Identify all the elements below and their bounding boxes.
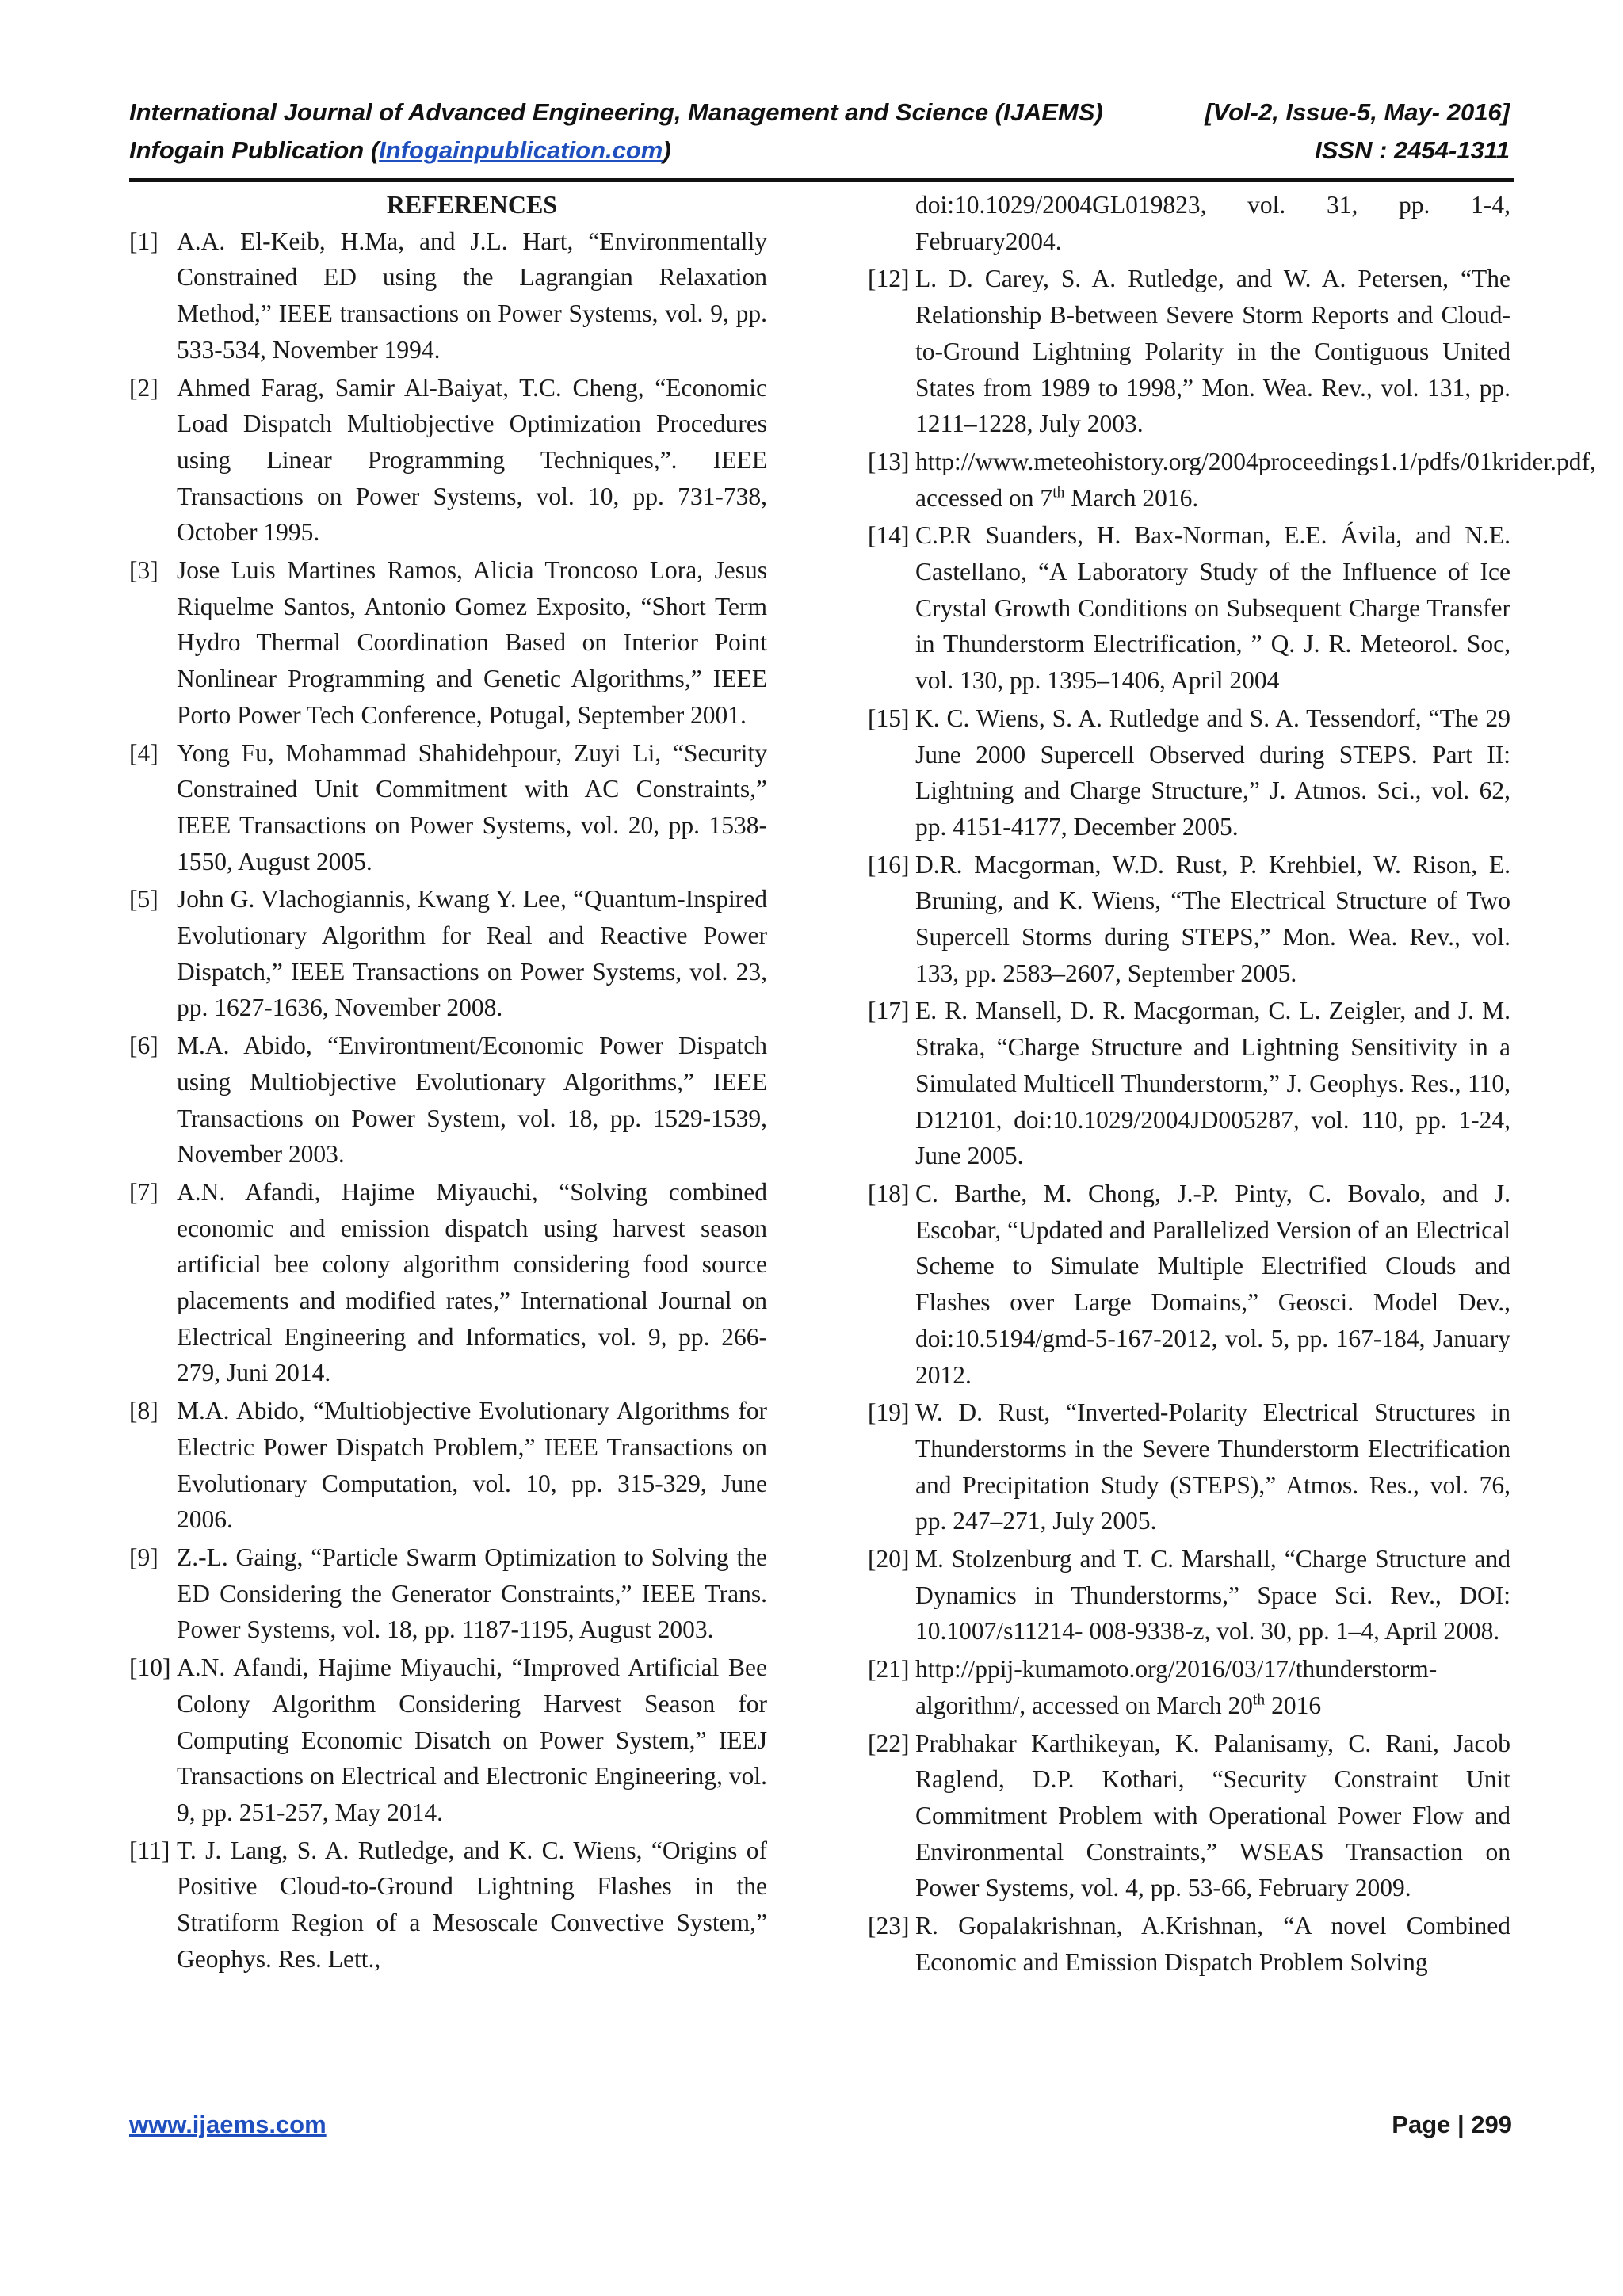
reference-item xyxy=(129,1650,767,1831)
journal-title: International Journal of Advanced Engineering, Management and Science (IJAEMS) xyxy=(129,98,1103,126)
reference-text: M.A. Abido, “Multiobjective Evolutionary Algorithms for Electric Power Dispatch Problem,” IEEE Transactions on Evolutionary Computation, vol. 10, pp. 315-329, June 2006. xyxy=(177,1397,767,1534)
references-column-left xyxy=(129,187,767,2112)
reference-text-part: http://ppij-kumamoto.org/2016/03/17/thunderstorm-algorithm/, accessed on March 20 xyxy=(915,1655,1438,1719)
reference-text: A.N. Afandi, Hajime Miyauchi, “Solving combined economic and emission dispatch using harvest season artificial bee colony algorithm considering food source placements and modified rates,” International Journal on Electrical Engineering and Informatics, vol. 9, pp. 266-279, Juni 2014. xyxy=(177,1177,767,1387)
reference-item xyxy=(868,1726,1510,1907)
reference-number: [18] xyxy=(868,1179,910,1207)
reference-number: [21] xyxy=(868,1655,910,1684)
page-header xyxy=(129,93,1510,170)
reference-item xyxy=(129,552,767,734)
reference-number: [8] xyxy=(129,1397,158,1425)
reference-number: [20] xyxy=(868,1545,910,1573)
reference-number: [22] xyxy=(868,1729,910,1757)
reference-number: [13] xyxy=(868,447,910,475)
section-title: REFERENCES xyxy=(386,190,558,219)
reference-continuation: doi:10.1029/2004GL019823, vol. 31, pp. 1-4, February2004. xyxy=(915,191,1510,255)
reference-number: [4] xyxy=(129,738,158,767)
reference-number: [9] xyxy=(129,1543,158,1571)
issue-info: [Vol-2, Issue-5, May- 2016] xyxy=(1205,98,1510,126)
reference-item xyxy=(868,1541,1510,1650)
reference-text-part: http://www.meteohistory.org/2004proceedings1.1/pdfs/01krider.pdf, accessed on 7 xyxy=(915,447,1596,512)
reference-item xyxy=(868,1176,1510,1393)
reference-number: [10] xyxy=(129,1653,171,1682)
reference-number: [15] xyxy=(868,704,910,732)
reference-text: R. Gopalakrishnan, A.Krishnan, “A novel Combined Economic and Emission Dispatch Problem Solving xyxy=(915,1912,1510,1976)
reference-item xyxy=(868,1908,1510,1980)
reference-item xyxy=(868,444,1596,516)
publisher-link[interactable]: Infogainpublication.com xyxy=(379,136,663,164)
references-column-right xyxy=(868,187,1596,2112)
reference-text: C. Barthe, M. Chong, J.-P. Pinty, C. Bovalo, and J. Escobar, “Updated and Parallelized Version of an Electrical Scheme to Simulate Multiple Electrified Clouds and Flashes over Large Domains,” Geosci. Model Dev., doi:10.5194/gmd-5-167-2012, vol. 5, pp. 167-184, January 2012. xyxy=(915,1179,1510,1389)
reference-text xyxy=(915,444,1596,516)
reference-number: [5] xyxy=(129,885,158,913)
reference-text: Prabhakar Karthikeyan, K. Palanisamy, C. Rani, Jacob Raglend, D.P. Kothari, “Security Constraint Unit Commitment Problem with Operational Power Flow and Environmental Constraints,” WSEAS Transaction on Power Systems, vol. 4, pp. 53-66, February 2009. xyxy=(915,1729,1510,1902)
reference-item xyxy=(129,735,767,880)
reference-text: T. J. Lang, S. A. Rutledge, and K. C. Wiens, “Origins of Positive Cloud-to-Ground Lightning Flashes in the Stratiform Region of a Mesoscale Convective System,” Geophys. Res. Lett., xyxy=(177,1836,767,1973)
publisher-prefix: Infogain Publication ( xyxy=(129,136,380,164)
reference-text: Yong Fu, Mohammad Shahidehpour, Zuyi Li, “Security Constrained Unit Commitment with AC Constraints,” IEEE Transactions on Power Systems, vol. 20, pp. 1538-1550, August 2005. xyxy=(177,738,767,875)
reference-item xyxy=(129,881,767,1026)
reference-item xyxy=(868,700,1510,845)
reference-number: [3] xyxy=(129,556,158,585)
issn: ISSN : 2454-1311 xyxy=(1315,136,1510,164)
page-number: Page | 299 xyxy=(1392,2111,1512,2138)
reference-item xyxy=(129,1393,767,1538)
reference-text: Ahmed Farag, Samir Al-Baiyat, T.C. Cheng, “Economic Load Dispatch Multiobjective Optimization Procedures using Linear Programming Techniques,”. IEEE Transactions on Power Systems, vol. 10, pp. 731-738, October 1995. xyxy=(177,373,767,547)
reference-text: L. D. Carey, S. A. Rutledge, and W. A. Petersen, “The Relationship B-between Severe Storm Reports and Cloud-to-Ground Lightning Polarity in the Contiguous United States from 1989 to 1998,” Mon. Wea. Rev., vol. 131, pp. 1211–1228, July 2003. xyxy=(915,265,1510,438)
reference-text-part: 2016 xyxy=(1265,1691,1322,1719)
reference-number: [12] xyxy=(868,265,910,293)
reference-text: K. C. Wiens, S. A. Rutledge and S. A. Tessendorf, “The 29 June 2000 Supercell Observed during STEPS. Part II: Lightning and Charge Structure,” J. Atmos. Sci., vol. 62, pp. 4151-4177, December 2005. xyxy=(915,704,1510,841)
reference-text: C.P.R Suanders, H. Bax-Norman, E.E. Ávila, and N.E. Castellano, “A Laboratory Study of the Influence of Ice Crystal Growth Conditions on Subsequent Charge Transfer in Thunderstorm Electrification, ” Q. J. R. Meteorol. Soc, vol. 130, pp. 1395–1406, April 2004 xyxy=(915,521,1510,695)
reference-item xyxy=(868,1651,1510,1723)
reference-item xyxy=(868,847,1510,992)
superscript: th xyxy=(1052,484,1065,502)
reference-text: Z.-L. Gaing, “Particle Swarm Optimization to Solving the ED Considering the Generator Constraints,” IEEE Trans. Power Systems, vol. 18, pp. 1187-1195, August 2003. xyxy=(177,1543,767,1644)
publisher-suffix: ) xyxy=(663,136,671,164)
reference-item xyxy=(868,261,1510,442)
reference-text: A.A. El-Keib, H.Ma, and J.L. Hart, “Environmentally Constrained ED using the Lagrangian Relaxation Method,” IEEE transactions on Power Systems, vol. 9, pp. 533-534, November 1994. xyxy=(177,227,767,364)
reference-number: [19] xyxy=(868,1398,910,1427)
reference-number: [1] xyxy=(129,227,158,255)
reference-text-part: March 2016. xyxy=(1064,483,1199,512)
reference-number: [17] xyxy=(868,997,910,1025)
reference-text: M.A. Abido, “Environtment/Economic Power Dispatch using Multiobjective Evolutionary Algorithms,” IEEE Transactions on Power System, vol. 18, pp. 1529-1539, November 2003. xyxy=(177,1032,767,1169)
reference-number: [6] xyxy=(129,1032,158,1060)
reference-item xyxy=(868,517,1510,699)
reference-text: M. Stolzenburg and T. C. Marshall, “Charge Structure and Dynamics in Thunderstorms,” Space Sci. Rev., DOI: 10.1007/s11214- 008-9338-z, vol. 30, pp. 1–4, April 2008. xyxy=(915,1545,1510,1646)
reference-number: [16] xyxy=(868,850,910,879)
reference-text: D.R. Macgorman, W.D. Rust, P. Krehbiel, W. Rison, E. Bruning, and K. Wiens, “The Electrical Structure of Two Supercell Storms during STEPS,” Mon. Wea. Rev., vol. 133, pp. 2583–2607, September 2005. xyxy=(915,850,1510,987)
reference-number: [23] xyxy=(868,1912,910,1940)
reference-text: A.N. Afandi, Hajime Miyauchi, “Improved Artificial Bee Colony Algorithm Considering Harvest Season for Computing Economic Disatch on Power System,” IEEJ Transactions on Electrical and Electronic Engineering, vol. 9, pp. 251-257, May 2014. xyxy=(177,1653,767,1826)
reference-item xyxy=(129,223,767,368)
header-row-publisher xyxy=(129,132,1510,170)
reference-item xyxy=(129,1174,767,1391)
reference-text: John G. Vlachogiannis, Kwang Y. Lee, “Quantum-Inspired Evolutionary Algorithm for Real and Reactive Power Dispatch,” IEEE Transactions on Power Systems, vol. 23, pp. 1627-1636, November 2008. xyxy=(177,885,767,1022)
reference-number: [14] xyxy=(868,521,910,550)
reference-number: [2] xyxy=(129,373,158,402)
reference-text: W. D. Rust, “Inverted-Polarity Electrical Structures in Thunderstorms in the Severe Thunderstorm Electrification and Precipitation Study (STEPS),” Atmos. Res., vol. 76, pp. 247–271, July 2005. xyxy=(915,1398,1510,1535)
reference-text: E. R. Mansell, D. R. Macgorman, C. L. Zeigler, and J. M. Straka, “Charge Structure and Lightning Sensitivity in a Simulated Multicell Thunderstorm,” J. Geophys. Res., 110, D12101, doi:10.1029/2004JD005287, vol. 110, pp. 1-24, June 2005. xyxy=(915,997,1510,1170)
footer-url[interactable]: www.ijaems.com xyxy=(129,2111,327,2138)
superscript: th xyxy=(1253,1691,1266,1709)
publisher xyxy=(129,132,671,170)
reference-item xyxy=(868,993,1510,1174)
reference-item xyxy=(129,1539,767,1648)
page-footer xyxy=(129,2107,1512,2142)
reference-item xyxy=(129,370,767,551)
reference-text xyxy=(915,1651,1510,1723)
reference-number: [7] xyxy=(129,1177,158,1206)
reference-item xyxy=(129,1833,767,1978)
reference-number: [11] xyxy=(129,1836,170,1864)
header-divider xyxy=(129,178,1514,182)
reference-item xyxy=(868,1394,1510,1539)
reference-item xyxy=(129,1028,767,1173)
reference-text: Jose Luis Martines Ramos, Alicia Troncoso Lora, Jesus Riquelme Santos, Antonio Gomez Exposito, “Short Term Hydro Thermal Coordination Based on Interior Point Nonlinear Programming and Genetic Algorithms,” IEEE Porto Power Tech Conference, Potugal, September 2001. xyxy=(177,556,767,729)
header-row-journal xyxy=(129,93,1510,132)
